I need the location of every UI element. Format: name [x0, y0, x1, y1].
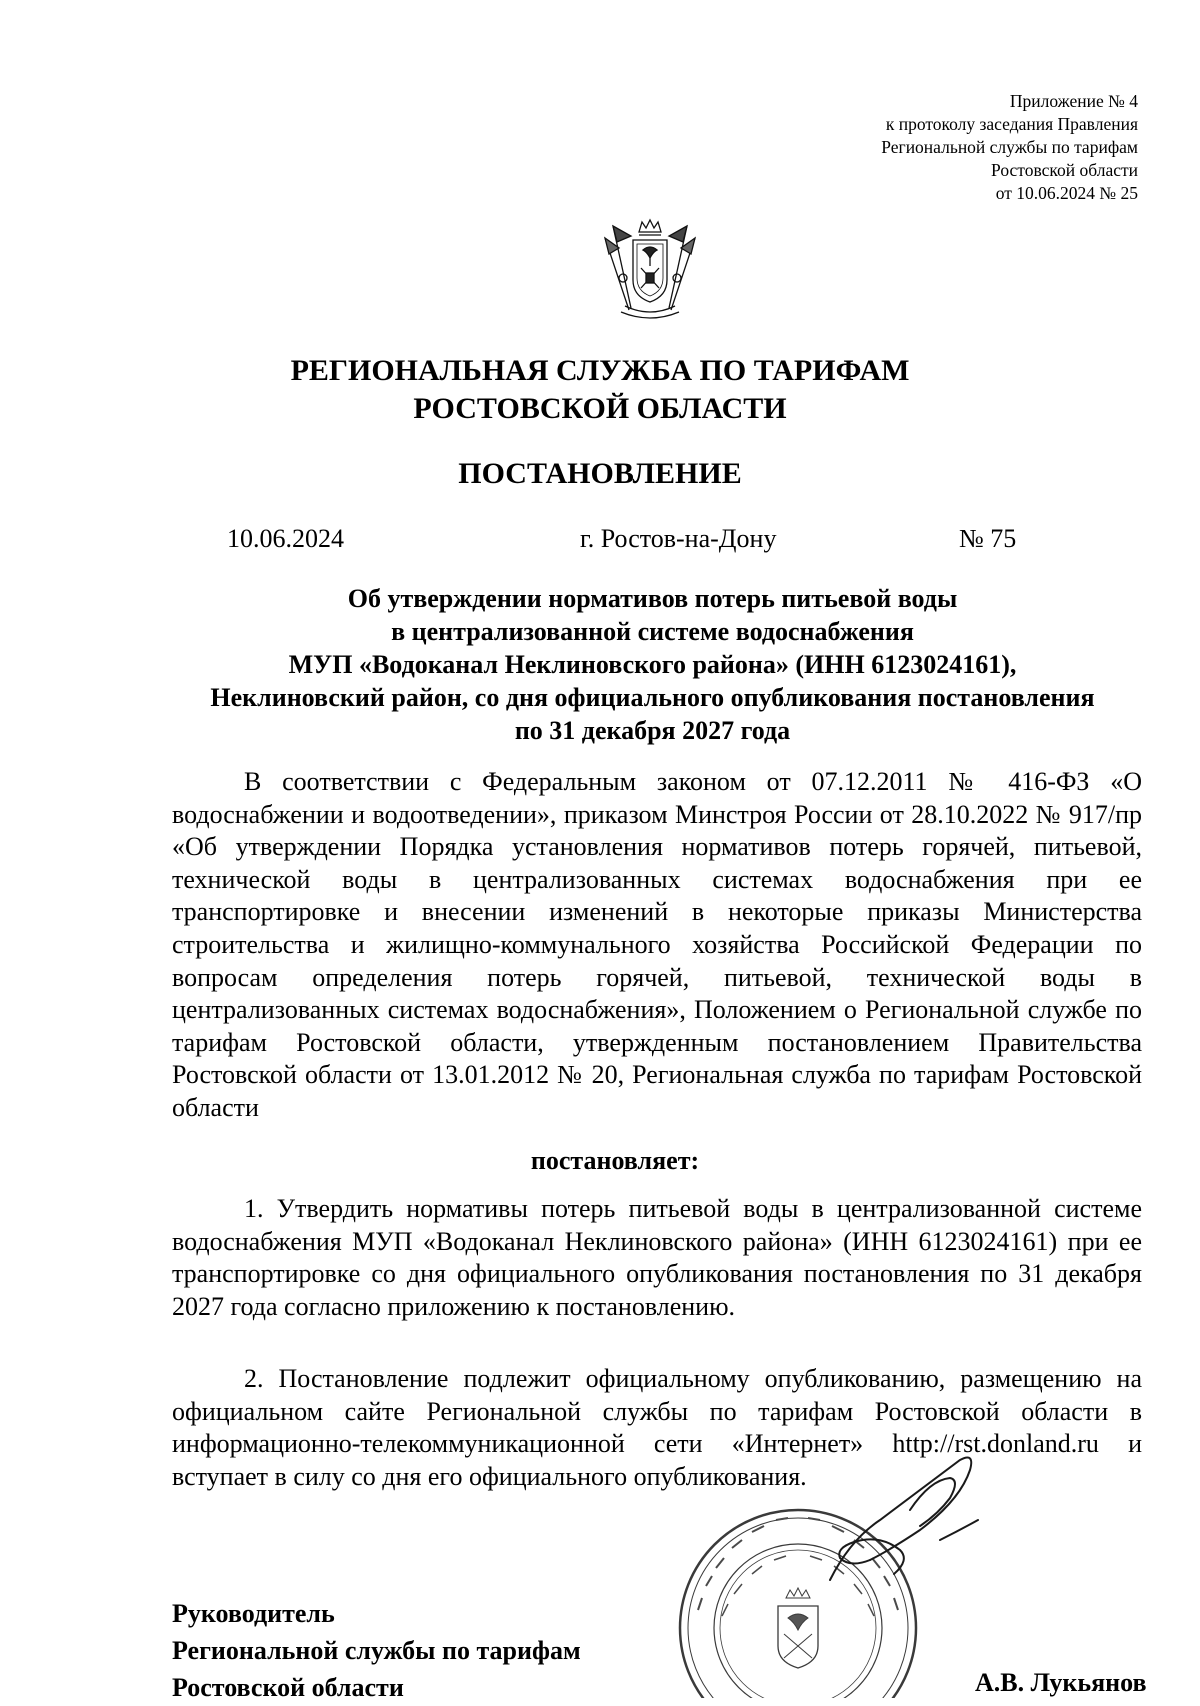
preamble-paragraph: В соответствии с Федеральным законом от 07.12.2011 № 416-ФЗ «О водоснабжении и водоотведении», приказом Минстроя России от 28.10.2022 № 917/пр «Об утверждении Порядка установления нормативов потерь горячей, питьевой, технической воды в централизованных системах водоснабжения при ее транспортировке и внесении изменений в некоторые приказы Министерства строительства и жилищно-коммунального хозяйства Российской Федерации по вопросам определения потерь горячей, питьевой, технической воды в централизованных системах водоснабжения», Положением о Региональной службе по тарифам Ростовской области, утвержденным постановлением Правительства Ростовской области от 13.01.2012 № 20, Региональная служба по тарифам Ростовской области [172, 767, 1142, 1122]
subject-line: Неклиновский район, со дня официального опубликования постановления [210, 683, 1095, 712]
document-type: ПОСТАНОВЛЕНИЕ [458, 457, 742, 490]
appendix-line: Приложение № 4 [1009, 91, 1138, 111]
subject-line: Об утверждении нормативов потерь питьевой воды [347, 584, 958, 613]
appendix-reference [881, 90, 1138, 205]
agency-title-line: РОСТОВСКОЙ ОБЛАСТИ [413, 392, 787, 425]
agency-title [0, 352, 1200, 428]
subject-line: МУП «Водоканал Неклиновского района» (ИНН 6123024161), [288, 650, 1017, 679]
coat-of-arms-icon [601, 218, 699, 322]
signer-name: А.В. Лукьянов [975, 1668, 1147, 1697]
subject-line: по 31 декабря 2027 года [514, 716, 791, 745]
document-date: 10.06.2024 [227, 524, 344, 553]
signer-title-line: Ростовской области [172, 1673, 404, 1702]
document-subject [170, 582, 1135, 747]
handwritten-signature-icon [810, 1450, 985, 1590]
signer-title [172, 1595, 581, 1706]
appendix-line: Региональной службы по тарифам [881, 137, 1138, 157]
appendix-line: Ростовской области [991, 160, 1138, 180]
resolution-item-1: 1. Утвердить нормативы потерь питьевой воды в централизованной системе водоснабжения МУП «Водоканал Неклиновского района» (ИНН 6123024161) при ее транспортировке со дня официального опубликования постановления по 31 декабря 2027 года согласно приложению к постановлению. [172, 1194, 1142, 1321]
agency-title-line: РЕГИОНАЛЬНАЯ СЛУЖБА ПО ТАРИФАМ [290, 354, 910, 387]
document-number: № 75 [959, 524, 1017, 553]
document-city: г. Ростов-на-Дону [580, 524, 777, 553]
appendix-line: к протоколу заседания Правления [885, 114, 1138, 134]
signer-title-line: Руководитель [172, 1599, 335, 1628]
resolution-item-2: 2. Постановление подлежит официальному опубликованию, размещению на официальном сайте Региональной службы по тарифам Ростовской области в информационно-телекоммуникационной сети «Интернет» http://rst.donland.ru и вступает в силу со дня его официального опубликования. [172, 1364, 1142, 1491]
resolves-heading: постановляет: [530, 1146, 700, 1175]
subject-line: в централизованной системе водоснабжения [391, 617, 914, 646]
signer-title-line: Региональной службы по тарифам [172, 1636, 581, 1665]
appendix-line: от 10.06.2024 № 25 [995, 183, 1138, 203]
